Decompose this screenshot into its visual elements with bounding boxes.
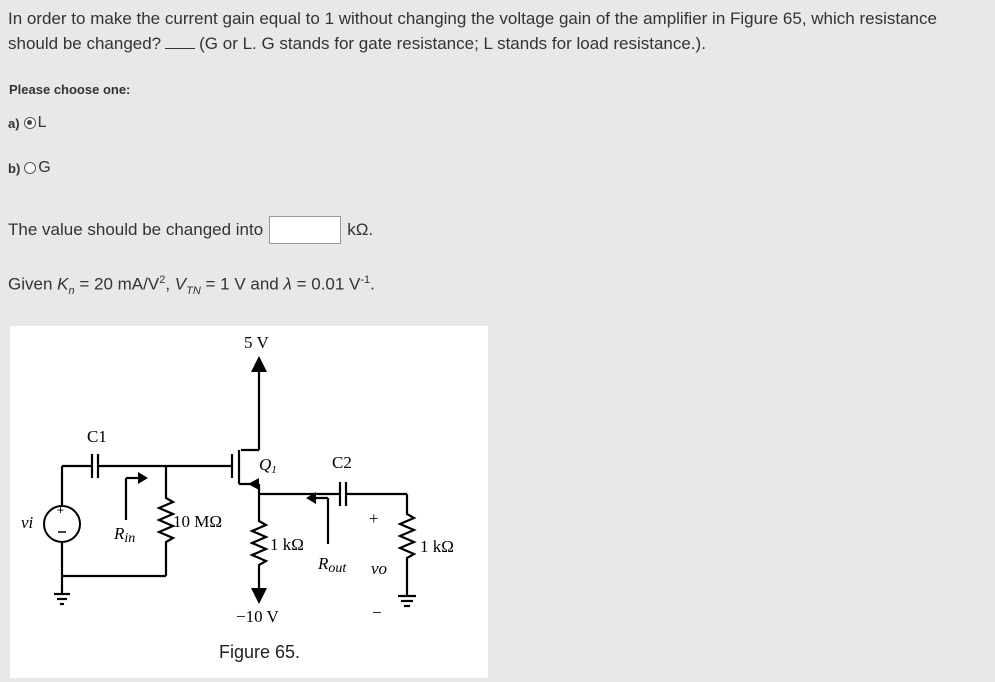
given-start: Given [8, 274, 58, 294]
given-sep: , [165, 274, 175, 294]
given-text [8, 274, 375, 297]
rin-arrow [138, 472, 148, 484]
option-a-letter: a) [8, 115, 20, 131]
c1-label: C1 [87, 427, 107, 446]
option-a-label: L [37, 114, 47, 131]
circuit-figure [10, 326, 488, 678]
supply-bottom-label: −10 V [236, 607, 279, 626]
c2-label: C2 [332, 453, 352, 472]
vo-plus-sign: + [369, 509, 379, 528]
answer-blank [165, 34, 195, 49]
option-a[interactable] [8, 114, 46, 132]
question-line-2-start: should be changed? [8, 34, 162, 53]
load-resistor-label: 1 kΩ [420, 537, 454, 556]
value-unit: kΩ. [347, 220, 374, 239]
given-end: . [370, 274, 375, 294]
question-line-2-end: (G or L. G stands for gate resistance; L stands for load resistance.). [199, 34, 706, 53]
vi-label: vi [21, 513, 34, 532]
kn-sub: n [68, 285, 75, 298]
figure-caption: Figure 65. [219, 642, 301, 662]
circuit-diagram [10, 326, 488, 678]
q1-label: Q1 [259, 455, 277, 476]
kn-exp: 2 [159, 274, 166, 286]
supply-top-label: 5 V [244, 333, 269, 352]
choose-label: Please choose one: [9, 82, 131, 97]
kn-value: = 20 mA/V [74, 274, 160, 294]
vtn-symbol: V [174, 274, 187, 294]
rin-label: Rin [114, 524, 136, 546]
kn-symbol: K [57, 274, 69, 294]
supply-down-arrow [251, 588, 267, 604]
value-input[interactable] [269, 216, 341, 244]
option-b-letter: b) [8, 160, 21, 176]
vtn-value: = 1 V and [200, 274, 284, 294]
option-b[interactable] [8, 159, 51, 177]
question-line-2 [8, 31, 993, 56]
mosfet-source-arrow [248, 478, 259, 490]
gate-resistor-label: 10 MΩ [173, 512, 222, 531]
supply-up-arrow [251, 356, 267, 372]
question-text [8, 6, 993, 56]
value-prefix: The value should be changed into [8, 220, 264, 239]
option-a-radio[interactable] [24, 117, 36, 129]
vtn-sub: TN [186, 285, 201, 298]
vo-label: vo [371, 559, 388, 578]
option-b-label: G [38, 159, 51, 176]
value-row [8, 216, 373, 244]
lambda-exp: -1 [360, 274, 371, 286]
source-resistor-label: 1 kΩ [270, 535, 304, 554]
source-plus-sign: + [57, 503, 65, 517]
question-line-1: In order to make the current gain equal to 1 without changing the voltage gain of the amplifier in Figure 65, which resistance [8, 9, 937, 28]
option-b-radio[interactable] [24, 162, 36, 174]
lambda-value: = 0.01 V [291, 274, 361, 294]
circuit-wires [54, 372, 416, 606]
vo-minus-sign: − [372, 603, 382, 622]
rout-label: Rout [318, 554, 347, 576]
lambda-symbol: λ [283, 274, 292, 294]
